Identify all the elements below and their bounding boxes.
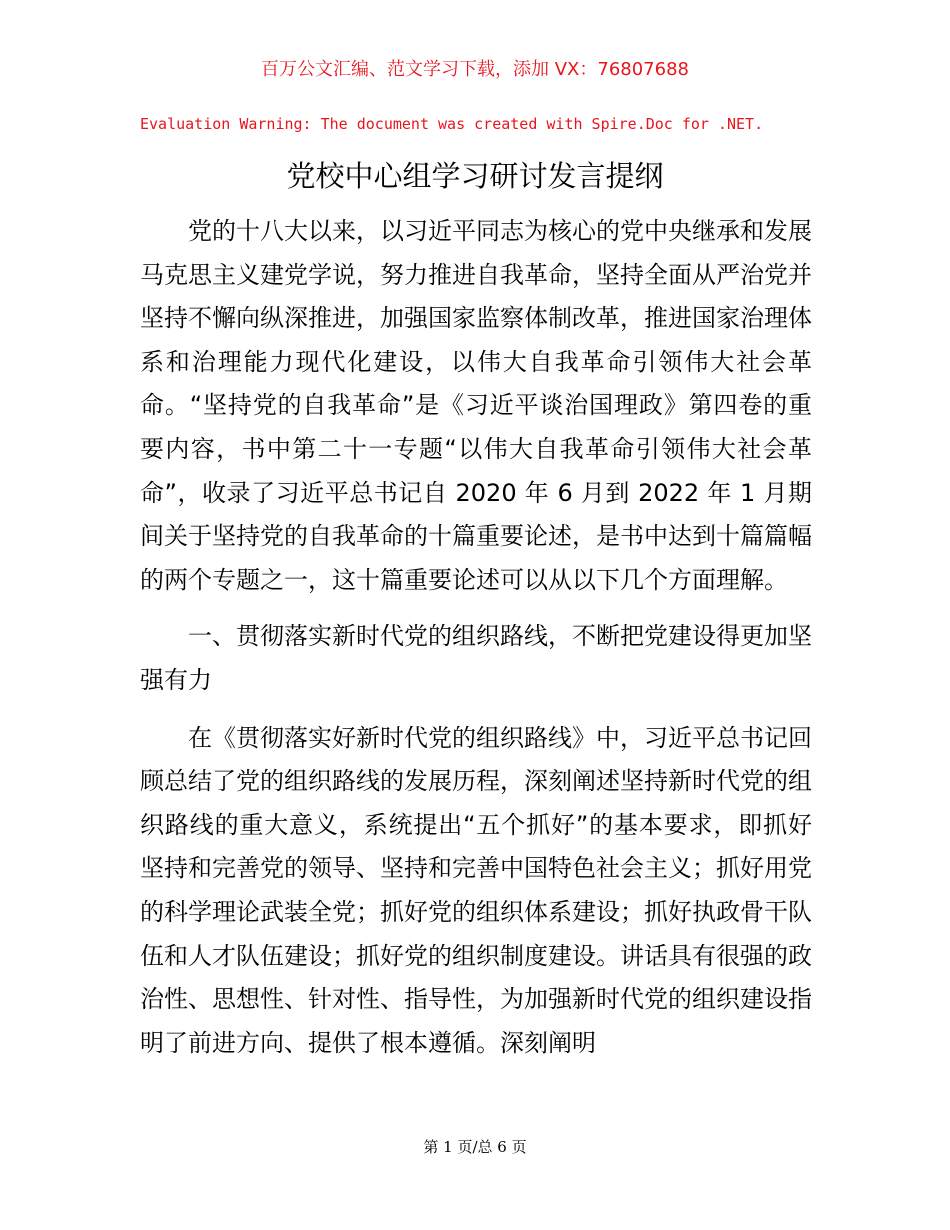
evaluation-warning: Evaluation Warning: The document was created with Spire.Doc for .NET. — [140, 115, 764, 133]
intro-paragraph: 党的十八大以来，以习近平同志为核心的党中央继承和发展马克思主义建党学说，努力推进自我革命，坚持全面从严治党并坚持不懈向纵深推进，加强国家监察体制改革，推进国家治理体系和治理能力现代化建设，以伟大自我革命引领伟大社会革命。“坚持党的自我革命”是《习近平谈治国理政》第四卷的重要内容，书中第二十一专题“以伟大自我革命引领伟大社会革命”，收录了习近平总书记自 2020 年 6 月到 2022 年 1 月期间关于坚持党的自我革命的十篇重要论述，是书中达到十篇篇幅的两个专题之一，这十篇重要论述可以从以下几个方面理解。 — [140, 217, 812, 594]
section-paragraph-1: 在《贯彻落实好新时代党的组织路线》中，习近平总书记回顾总结了党的组织路线的发展历程，深刻阐述坚持新时代党的组织路线的重大意义，系统提出“五个抓好”的基本要求，即抓好坚持和完善党的领导、坚持和完善中国特色社会主义；抓好用党的科学理论武装全党；抓好党的组织体系建设；抓好执政骨干队伍和人才队伍建设；抓好党的组织制度建设。讲话具有很强的政治性、思想性、针对性、指导性，为加强新时代党的组织建设指明了前进方向、提供了根本遵循。深刻阐明 — [140, 723, 812, 1057]
page-footer: 第 1 页/总 6 页 — [423, 1138, 527, 1156]
document-body — [140, 210, 812, 1078]
section-heading-1: 一、贯彻落实新时代党的组织路线，不断把党建设得更加坚强有力 — [140, 622, 812, 694]
document-title: 党校中心组学习研讨发言提纲 — [286, 159, 664, 193]
header-note: 百万公文汇编、范文学习下载，添加 VX：76807688 — [261, 59, 689, 80]
